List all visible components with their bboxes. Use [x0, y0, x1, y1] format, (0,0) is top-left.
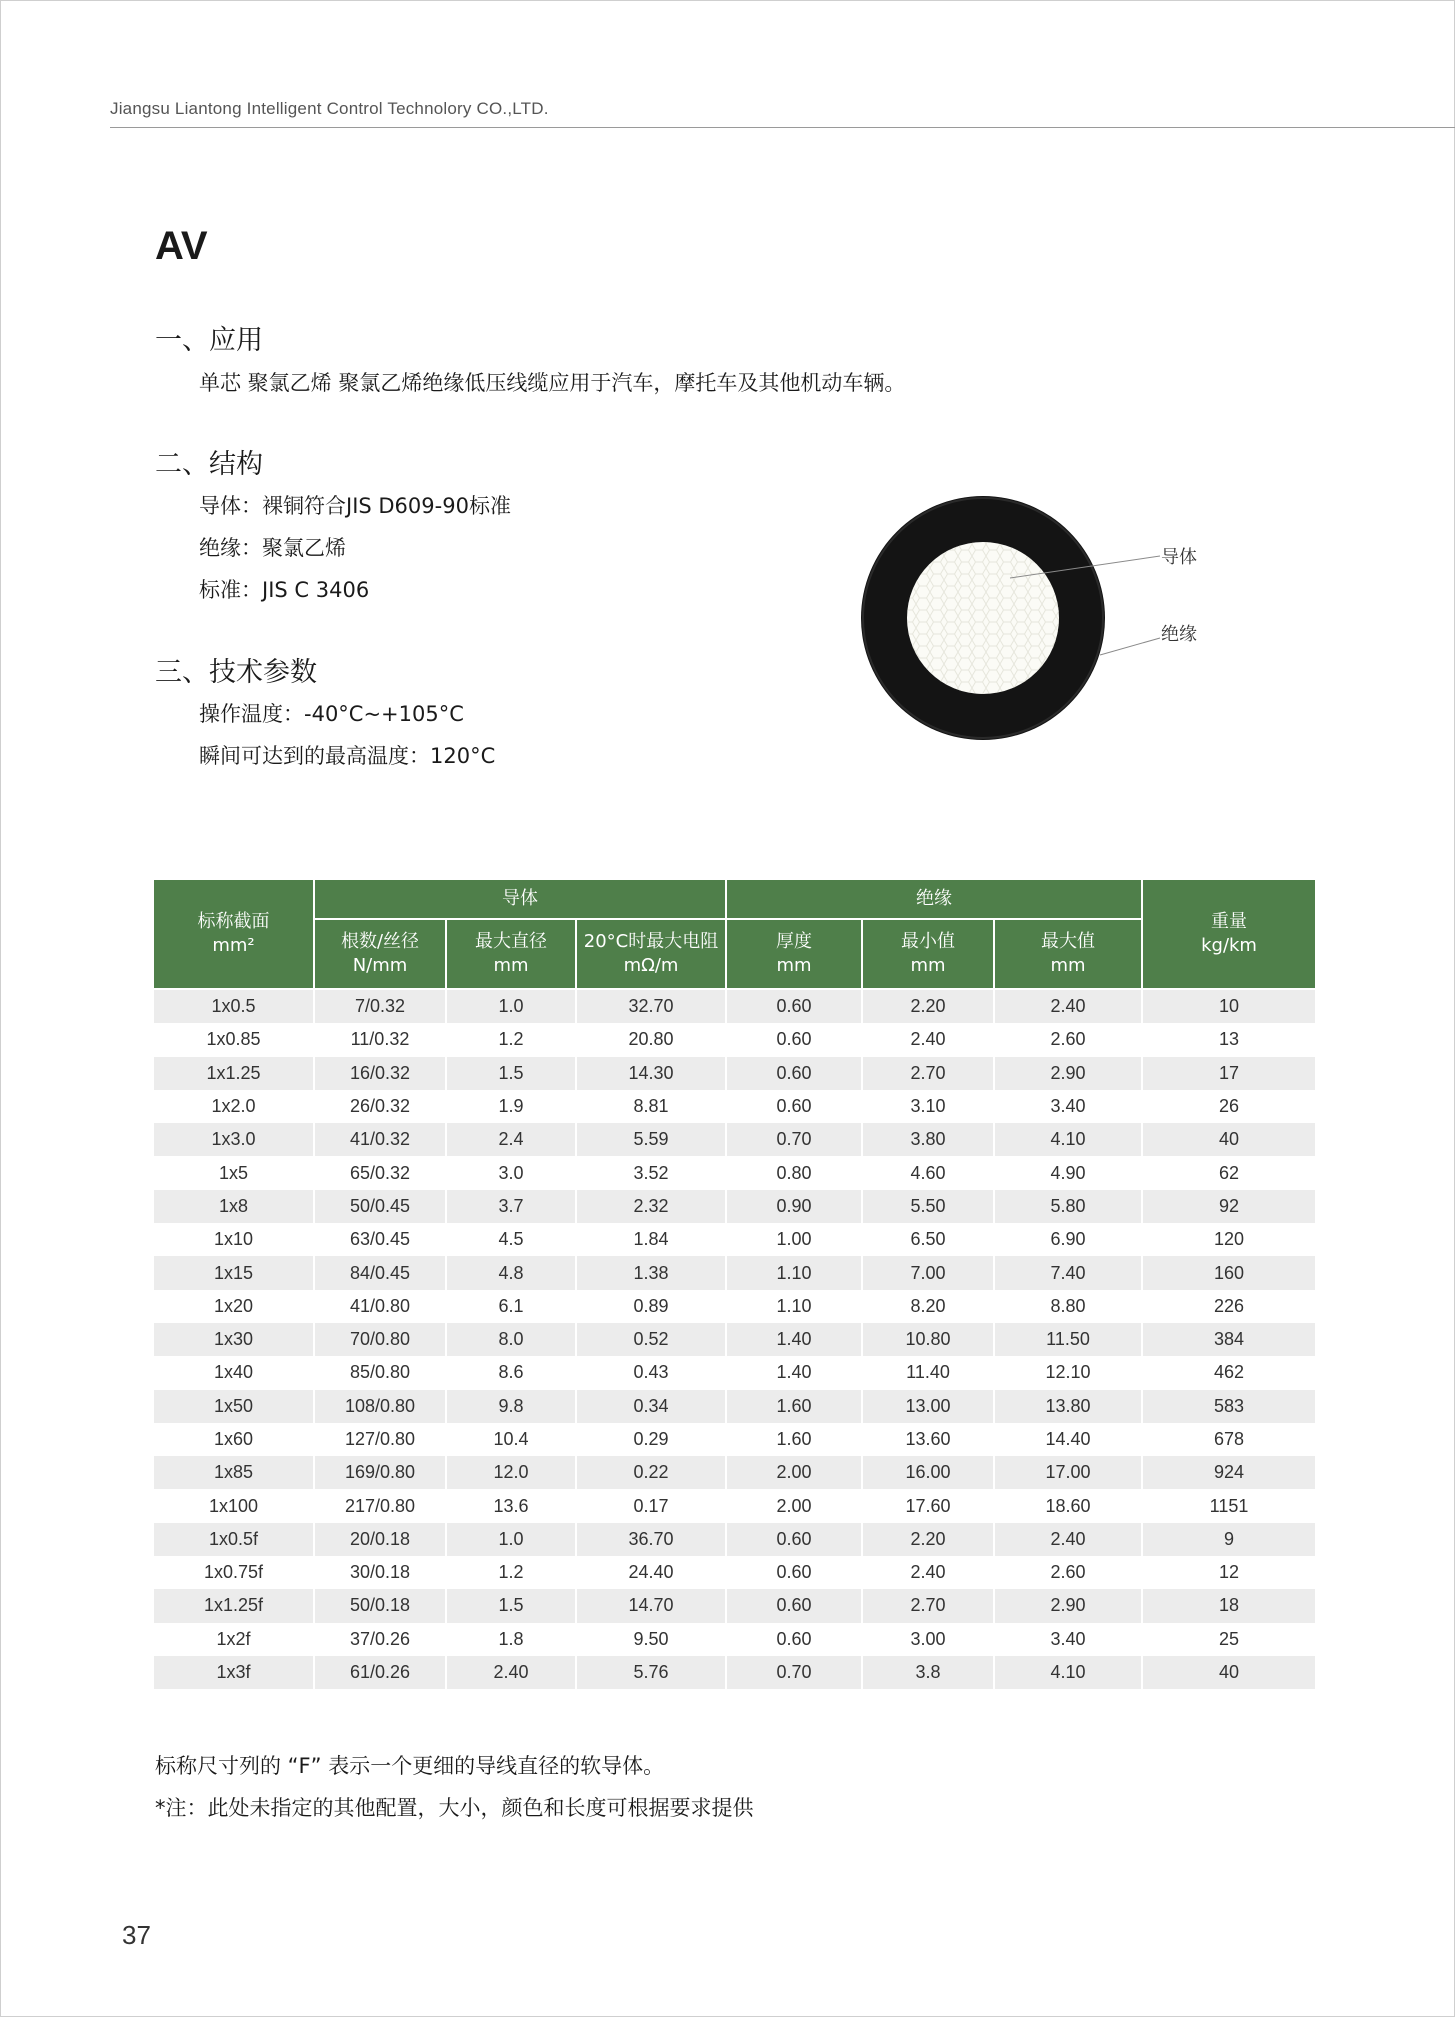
- page-title: AV: [155, 224, 208, 268]
- table-cell: 160: [1142, 1256, 1315, 1289]
- table-cell: 8.81: [576, 1090, 726, 1123]
- table-cell: 0.34: [576, 1390, 726, 1423]
- table-cell: 6.1: [446, 1290, 576, 1323]
- note-f-suffix: 标称尺寸列的 “F” 表示一个更细的导线直径的软导体。: [155, 1754, 665, 1778]
- table-cell: 1x10: [154, 1223, 314, 1256]
- table-cell: 3.40: [994, 1623, 1142, 1656]
- table-cell: 30/0.18: [314, 1556, 446, 1589]
- table-cell: 26/0.32: [314, 1090, 446, 1123]
- table-cell: 16/0.32: [314, 1057, 446, 1090]
- table-cell: 4.8: [446, 1256, 576, 1289]
- table-cell: 462: [1142, 1356, 1315, 1389]
- table-cell: 1.0: [446, 1523, 576, 1556]
- table-cell: 4.60: [862, 1156, 994, 1189]
- table-cell: 0.60: [726, 1556, 862, 1589]
- table-cell: 4.10: [994, 1656, 1142, 1689]
- table-cell: 1.40: [726, 1356, 862, 1389]
- table-cell: 40: [1142, 1656, 1315, 1689]
- table-cell: 11/0.32: [314, 1023, 446, 1056]
- table-cell: 1x40: [154, 1356, 314, 1389]
- table-cell: 1.84: [576, 1223, 726, 1256]
- table-cell: 50/0.45: [314, 1190, 446, 1223]
- table-cell: 2.40: [862, 1023, 994, 1056]
- table-cell: 3.00: [862, 1623, 994, 1656]
- table-cell: 4.90: [994, 1156, 1142, 1189]
- table-cell: 5.76: [576, 1656, 726, 1689]
- table-cell: 61/0.26: [314, 1656, 446, 1689]
- table-cell: 0.90: [726, 1190, 862, 1223]
- table-cell: 1x50: [154, 1390, 314, 1423]
- table-cell: 127/0.80: [314, 1423, 446, 1456]
- header-max-resistance: 20°C时最大电阻 mΩ/m: [576, 919, 726, 989]
- table-cell: 1.40: [726, 1323, 862, 1356]
- table-cell: 1.2: [446, 1556, 576, 1589]
- table-cell: 3.0: [446, 1156, 576, 1189]
- table-cell: 8.80: [994, 1290, 1142, 1323]
- table-row: [154, 1023, 1315, 1056]
- table-cell: 3.80: [862, 1123, 994, 1156]
- table-cell: 41/0.32: [314, 1123, 446, 1156]
- table-row: [154, 1223, 1315, 1256]
- table-cell: 84/0.45: [314, 1256, 446, 1289]
- table-cell: 1.60: [726, 1390, 862, 1423]
- table-cell: 1x1.25f: [154, 1589, 314, 1622]
- table-cell: 1x85: [154, 1456, 314, 1489]
- table-row: [154, 1456, 1315, 1489]
- table-cell: 0.52: [576, 1323, 726, 1356]
- table-cell: 217/0.80: [314, 1489, 446, 1522]
- table-cell: 1.8: [446, 1623, 576, 1656]
- header-group-conductor: 导体: [314, 880, 726, 919]
- table-cell: 1.5: [446, 1057, 576, 1090]
- table-cell: 1x1.25: [154, 1057, 314, 1090]
- table-row: [154, 1256, 1315, 1289]
- header-rule: [110, 127, 1455, 128]
- header-thickness: 厚度 mm: [726, 919, 862, 989]
- table-cell: 1.10: [726, 1290, 862, 1323]
- table-cell: 18.60: [994, 1489, 1142, 1522]
- table-cell: 0.80: [726, 1156, 862, 1189]
- table-cell: 1x3f: [154, 1656, 314, 1689]
- table-row: [154, 1156, 1315, 1189]
- table-cell: 1x15: [154, 1256, 314, 1289]
- table-cell: 92: [1142, 1190, 1315, 1223]
- table-cell: 3.8: [862, 1656, 994, 1689]
- table-row: [154, 989, 1315, 1023]
- table-cell: 169/0.80: [314, 1456, 446, 1489]
- table-cell: 20/0.18: [314, 1523, 446, 1556]
- structure-line-insulation: 绝缘：聚氯乙烯: [199, 536, 346, 560]
- table-cell: 1x0.85: [154, 1023, 314, 1056]
- table-cell: 18: [1142, 1589, 1315, 1622]
- table-cell: 25: [1142, 1623, 1315, 1656]
- table-cell: 17.00: [994, 1456, 1142, 1489]
- table-cell: 1.9: [446, 1090, 576, 1123]
- table-cell: 7.00: [862, 1256, 994, 1289]
- spec-table: [154, 880, 1315, 1689]
- table-row: [154, 1123, 1315, 1156]
- table-cell: 7/0.32: [314, 989, 446, 1023]
- table-cell: 6.50: [862, 1223, 994, 1256]
- label-conductor: 导体: [1161, 547, 1197, 568]
- table-cell: 2.00: [726, 1456, 862, 1489]
- table-cell: 14.30: [576, 1057, 726, 1090]
- table-cell: 2.00: [726, 1489, 862, 1522]
- table-cell: 24.40: [576, 1556, 726, 1589]
- table-cell: 8.6: [446, 1356, 576, 1389]
- table-cell: 2.20: [862, 1523, 994, 1556]
- table-row: [154, 1556, 1315, 1589]
- table-cell: 13: [1142, 1023, 1315, 1056]
- table-row: [154, 1057, 1315, 1090]
- table-cell: 678: [1142, 1423, 1315, 1456]
- table-cell: 2.32: [576, 1190, 726, 1223]
- table-cell: 0.60: [726, 1623, 862, 1656]
- table-cell: 3.52: [576, 1156, 726, 1189]
- table-cell: 11.50: [994, 1323, 1142, 1356]
- cable-cross-section-svg: [860, 490, 1220, 750]
- table-cell: 13.60: [862, 1423, 994, 1456]
- table-cell: 0.60: [726, 1589, 862, 1622]
- table-cell: 3.10: [862, 1090, 994, 1123]
- table-cell: 1x2f: [154, 1623, 314, 1656]
- table-cell: 1151: [1142, 1489, 1315, 1522]
- table-cell: 1.38: [576, 1256, 726, 1289]
- table-cell: 1.0: [446, 989, 576, 1023]
- table-cell: 12.0: [446, 1456, 576, 1489]
- table-row: [154, 1589, 1315, 1622]
- header-weight: 重量 kg/km: [1142, 880, 1315, 989]
- table-cell: 1.60: [726, 1423, 862, 1456]
- table-row: [154, 1090, 1315, 1123]
- header-strand-count: 根数/丝径 N/mm: [314, 919, 446, 989]
- table-cell: 10: [1142, 989, 1315, 1023]
- table-cell: 2.90: [994, 1057, 1142, 1090]
- header-max-diameter: 最大直径 mm: [446, 919, 576, 989]
- table-cell: 0.70: [726, 1123, 862, 1156]
- table-cell: 1x60: [154, 1423, 314, 1456]
- table-cell: 0.60: [726, 1057, 862, 1090]
- table-cell: 41/0.80: [314, 1290, 446, 1323]
- table-cell: 10.80: [862, 1323, 994, 1356]
- table-cell: 2.20: [862, 989, 994, 1023]
- table-row: [154, 1623, 1315, 1656]
- table-cell: 62: [1142, 1156, 1315, 1189]
- table-cell: 4.10: [994, 1123, 1142, 1156]
- table-cell: 17: [1142, 1057, 1315, 1090]
- table-cell: 2.60: [994, 1556, 1142, 1589]
- page-number: 37: [122, 1920, 151, 1950]
- table-cell: 50/0.18: [314, 1589, 446, 1622]
- note-other-config: *注：此处未指定的其他配置，大小，颜色和长度可根据要求提供: [155, 1796, 754, 1820]
- table-row: [154, 1290, 1315, 1323]
- table-cell: 0.60: [726, 1090, 862, 1123]
- table-cell: 6.90: [994, 1223, 1142, 1256]
- table-cell: 63/0.45: [314, 1223, 446, 1256]
- table-cell: 108/0.80: [314, 1390, 446, 1423]
- table-cell: 1x0.75f: [154, 1556, 314, 1589]
- table-row: [154, 1190, 1315, 1223]
- table-cell: 1x5: [154, 1156, 314, 1189]
- table-cell: 2.70: [862, 1589, 994, 1622]
- table-cell: 2.40: [994, 1523, 1142, 1556]
- table-cell: 9.50: [576, 1623, 726, 1656]
- section-application-text: 单芯 聚氯乙烯 聚氯乙烯绝缘低压线缆应用于汽车，摩托车及其他机动车辆。: [199, 371, 906, 395]
- table-cell: 85/0.80: [314, 1356, 446, 1389]
- cable-cross-section-diagram: [860, 490, 1220, 754]
- table-cell: 384: [1142, 1323, 1315, 1356]
- table-cell: 1x30: [154, 1323, 314, 1356]
- table-cell: 1.5: [446, 1589, 576, 1622]
- table-cell: 0.89: [576, 1290, 726, 1323]
- table-cell: 12: [1142, 1556, 1315, 1589]
- table-cell: 2.40: [994, 989, 1142, 1023]
- table-cell: 0.60: [726, 1523, 862, 1556]
- table-cell: 7.40: [994, 1256, 1142, 1289]
- table-cell: 1x2.0: [154, 1090, 314, 1123]
- table-cell: 40: [1142, 1123, 1315, 1156]
- table-cell: 1x100: [154, 1489, 314, 1522]
- table-cell: 1x0.5f: [154, 1523, 314, 1556]
- table-cell: 0.43: [576, 1356, 726, 1389]
- table-cell: 32.70: [576, 989, 726, 1023]
- table-cell: 20.80: [576, 1023, 726, 1056]
- table-cell: 1x3.0: [154, 1123, 314, 1156]
- table-cell: 583: [1142, 1390, 1315, 1423]
- table-cell: 8.20: [862, 1290, 994, 1323]
- table-cell: 0.29: [576, 1423, 726, 1456]
- table-cell: 13.6: [446, 1489, 576, 1522]
- table-cell: 2.90: [994, 1589, 1142, 1622]
- section-parameters-heading: 三、技术参数: [155, 657, 317, 688]
- table-cell: 2.60: [994, 1023, 1142, 1056]
- table-cell: 36.70: [576, 1523, 726, 1556]
- table-cell: 5.50: [862, 1190, 994, 1223]
- header-nominal-section: 标称截面 mm²: [154, 880, 314, 989]
- table-cell: 14.40: [994, 1423, 1142, 1456]
- table-cell: 0.70: [726, 1656, 862, 1689]
- table-row: [154, 1423, 1315, 1456]
- insulation-leader-line: [1100, 638, 1160, 655]
- header-min-value: 最小值 mm: [862, 919, 994, 989]
- table-cell: 26: [1142, 1090, 1315, 1123]
- structure-line-conductor: 导体：裸铜符合JIS D609-90标准: [199, 494, 511, 518]
- table-row: [154, 1323, 1315, 1356]
- table-cell: 5.59: [576, 1123, 726, 1156]
- table-cell: 14.70: [576, 1589, 726, 1622]
- table-cell: 1.10: [726, 1256, 862, 1289]
- table-cell: 2.40: [862, 1556, 994, 1589]
- table-cell: 0.17: [576, 1489, 726, 1522]
- structure-line-standard: 标准：JIS C 3406: [199, 578, 370, 602]
- table-cell: 4.5: [446, 1223, 576, 1256]
- table-cell: 1x8: [154, 1190, 314, 1223]
- table-cell: 70/0.80: [314, 1323, 446, 1356]
- table-cell: 37/0.26: [314, 1623, 446, 1656]
- table-cell: 1x20: [154, 1290, 314, 1323]
- table-cell: 13.00: [862, 1390, 994, 1423]
- table-cell: 11.40: [862, 1356, 994, 1389]
- section-structure-heading: 二、结构: [155, 449, 263, 480]
- table-cell: 16.00: [862, 1456, 994, 1489]
- table-cell: 65/0.32: [314, 1156, 446, 1189]
- header-group-insulation: 绝缘: [726, 880, 1142, 919]
- table-cell: 10.4: [446, 1423, 576, 1456]
- label-insulation: 绝缘: [1161, 624, 1197, 645]
- param-line-max-temp: 瞬间可达到的最高温度：120°C: [199, 744, 496, 768]
- param-line-operating-temp: 操作温度：-40°C~+105°C: [199, 702, 464, 726]
- table-row: [154, 1356, 1315, 1389]
- table-cell: 9.8: [446, 1390, 576, 1423]
- table-cell: 5.80: [994, 1190, 1142, 1223]
- spec-table-body: [154, 989, 1315, 1689]
- table-cell: 924: [1142, 1456, 1315, 1489]
- table-cell: 226: [1142, 1290, 1315, 1323]
- table-cell: 0.22: [576, 1456, 726, 1489]
- table-cell: 0.60: [726, 989, 862, 1023]
- header-max-value: 最大值 mm: [994, 919, 1142, 989]
- section-application-heading: 一、应用: [155, 325, 263, 356]
- table-cell: 120: [1142, 1223, 1315, 1256]
- table-cell: 9: [1142, 1523, 1315, 1556]
- table-cell: 2.40: [446, 1656, 576, 1689]
- table-cell: 0.60: [726, 1023, 862, 1056]
- table-cell: 12.10: [994, 1356, 1142, 1389]
- table-cell: 13.80: [994, 1390, 1142, 1423]
- table-cell: 8.0: [446, 1323, 576, 1356]
- table-cell: 1.2: [446, 1023, 576, 1056]
- table-cell: 17.60: [862, 1489, 994, 1522]
- table-row: [154, 1656, 1315, 1689]
- table-cell: 3.7: [446, 1190, 576, 1223]
- table-row: [154, 1523, 1315, 1556]
- company-name: Jiangsu Liantong Intelligent Control Technolory CO.,LTD.: [110, 99, 549, 118]
- table-cell: 2.70: [862, 1057, 994, 1090]
- table-cell: 1x0.5: [154, 989, 314, 1023]
- table-cell: 3.40: [994, 1090, 1142, 1123]
- table-cell: 1.00: [726, 1223, 862, 1256]
- table-row: [154, 1390, 1315, 1423]
- table-row: [154, 1489, 1315, 1522]
- table-cell: 2.4: [446, 1123, 576, 1156]
